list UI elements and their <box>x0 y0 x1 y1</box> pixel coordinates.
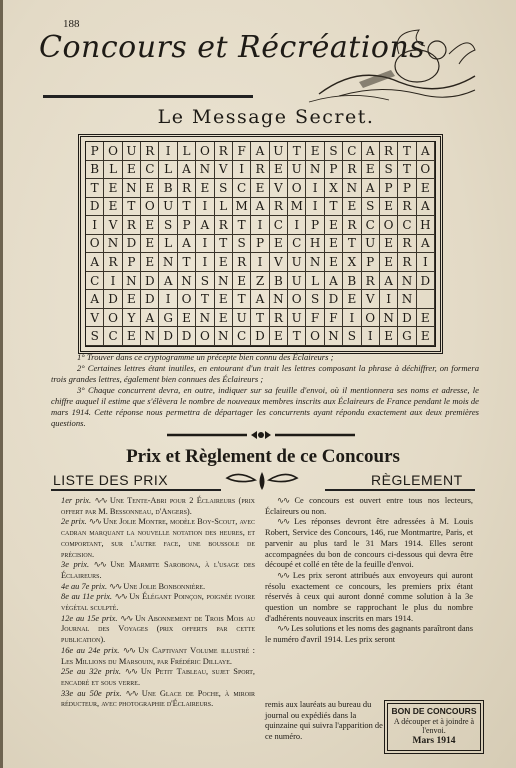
grid-cell: R <box>270 309 288 328</box>
grid-cell: A <box>141 309 159 328</box>
grid-cell: N <box>306 253 324 272</box>
grid-cell: E <box>362 161 380 180</box>
grid-cell: R <box>398 253 416 272</box>
grid-cell: T <box>196 290 214 309</box>
grid-cell: N <box>178 272 196 291</box>
grid-cell: E <box>325 216 343 235</box>
grid-cell: N <box>196 309 214 328</box>
grid-cell: O <box>104 142 122 161</box>
coupon-date: Mars 1914 <box>412 735 456 746</box>
cryptogram-grid <box>85 141 436 347</box>
grid-cell: E <box>178 309 196 328</box>
rule-paragraph: ∿∿ Les prix seront attribués aux envoyeurs qui auront résolu exactement ce concours, les premiers prix étant réservés à ceux qui auront donné comme solution à la 3e question un nombre se rapprochant le plus du nombre d'adhérents nouveaux inscrits en mars 1914. <box>265 570 474 623</box>
grid-cell: N <box>141 327 159 346</box>
grid-cell: H <box>306 235 324 254</box>
grid-cell: S <box>380 161 398 180</box>
instruction-1: 1° Trouver dans ce cryptogramme un précepte bien connu des Éclaireurs ; <box>77 352 334 362</box>
grid-cell: P <box>251 235 269 254</box>
grid-cell: P <box>325 161 343 180</box>
grid-cell: N <box>215 327 233 346</box>
cryptogram-frame <box>78 134 443 354</box>
grid-cell: X <box>325 179 343 198</box>
grid-cell: E <box>215 253 233 272</box>
grid-cell: R <box>380 142 398 161</box>
grid-cell: C <box>141 161 159 180</box>
grid-cell: D <box>159 327 177 346</box>
grid-cell: R <box>251 161 269 180</box>
grid-cell: U <box>362 235 380 254</box>
grid-cell: S <box>306 290 324 309</box>
grid-cell: U <box>288 161 306 180</box>
grid-cell: E <box>380 235 398 254</box>
rule-paragraph: ∿∿ Les réponses devront être adressées à M. Louis Robert, Service des Concours, 146, rue Montmartre, Paris, et parvenir au plus tard le 31 Mars 1914. Elles seront accompagnées du bon de concours ci-dessous qui devra être découpé et collé en tête de la feuille d'envoi. <box>265 517 473 570</box>
grid-cell: N <box>123 179 141 198</box>
grid-cell: E <box>104 198 122 217</box>
grid-cell: I <box>288 216 306 235</box>
grid-cell: D <box>104 290 122 309</box>
grid-cell: L <box>159 235 177 254</box>
prize-item: 25e au 32e prix. ∿∿ Un Petit Tableau, sujet Sport, encadré et sous verre. <box>61 667 256 687</box>
grid-cell: A <box>159 272 177 291</box>
prize-item: 3e prix. ∿∿ Une Marmite Sarobona, à l'usage des Éclaireurs. <box>61 560 255 580</box>
grid-cell: V <box>86 309 104 328</box>
grid-cell: O <box>380 216 398 235</box>
grid-cell: A <box>251 198 269 217</box>
grid-cell: L <box>306 272 324 291</box>
instruction-3: 3° Chaque concurrent devra, en outre, indiquer sur sa feuille d'envoi, où il mentionnera ses noms et adresse, le chiffre auquel il estime que s'élèvera le nombre de nouveaux membres inscrits aux Éclaireurs de France pendant le mois de mars 1914. Cette réponse nous permettra de départager les concurrents ayant répondu exactement aux deux premières questions. <box>51 385 479 428</box>
grid-cell: T <box>288 327 306 346</box>
grid-cell: I <box>251 216 269 235</box>
grid-cell: G <box>159 309 177 328</box>
grid-cell: E <box>141 253 159 272</box>
grid-cell: I <box>196 253 214 272</box>
grid-cell: R <box>215 216 233 235</box>
grid-cell: T <box>288 142 306 161</box>
rule-paragraph: ∿∿ Les solutions et les noms des gagnants paraîtront dans le numéro d'avril 1914. Les prix seront <box>265 624 473 645</box>
prize-heading-rule <box>51 489 221 491</box>
grid-cell: T <box>123 198 141 217</box>
grid-cell: T <box>215 235 233 254</box>
grid-cell: V <box>270 253 288 272</box>
grid-cell: I <box>104 272 122 291</box>
grid-cell: P <box>398 179 416 198</box>
grid-cell: D <box>141 290 159 309</box>
rule-paragraph: ∿∿ Ce concours est ouvert entre tous nos lecteurs, Éclaireurs ou non. <box>265 496 473 516</box>
grid-cell: F <box>306 309 324 328</box>
masthead-rule <box>43 95 253 98</box>
grid-cell: O <box>362 309 380 328</box>
grid-cell: A <box>178 235 196 254</box>
grid-cell: N <box>398 290 416 309</box>
grid-cell: O <box>306 327 324 346</box>
grid-cell: T <box>398 142 416 161</box>
grid-cell: R <box>141 142 159 161</box>
grid-cell: P <box>123 253 141 272</box>
grid-cell: A <box>417 142 435 161</box>
grid-cell: U <box>159 198 177 217</box>
grid-cell: C <box>104 327 122 346</box>
rules-heading-rule <box>325 489 475 491</box>
grid-cell: T <box>398 161 416 180</box>
grid-cell: I <box>306 179 324 198</box>
prize-list-heading: LISTE DES PRIX <box>53 472 169 488</box>
prize-item: 33e au 50e prix. ∿∿ Une Glace de Poche, à miroir réducteur, avec photographie d'Éclaireurs. <box>61 688 256 709</box>
grid-cell: R <box>343 216 361 235</box>
grid-cell: E <box>141 216 159 235</box>
grid-cell: M <box>288 198 306 217</box>
grid-cell: A <box>417 198 435 217</box>
grid-cell: C <box>233 327 251 346</box>
grid-cell: I <box>417 253 435 272</box>
prize-item: 2e prix. ∿∿ Une Jolie Montre, modèle Boy-Scout, avec cadran marquant la nouvelle notation des heures, et comportant, sur l'autre face, une boussole de précision. <box>61 517 256 559</box>
grid-cell: L <box>215 198 233 217</box>
rules-heading: RÈGLEMENT <box>371 472 463 488</box>
prize-item: 8e au 11e prix. ∿∿ Un Élégant Poinçon, poignée ivoire végétal sculpté. <box>61 592 255 613</box>
grid-cell: V <box>362 290 380 309</box>
prize-item: 1er prix. ∿∿ Une Tente-Abri pour 2 Éclaireurs (prix offert par M. Bessonneau, d'Angers). <box>61 496 256 516</box>
grid-cell: T <box>233 290 251 309</box>
section-title: Prix et Règlement de ce Concours <box>126 446 400 467</box>
grid-cell: I <box>251 253 269 272</box>
prize-list <box>51 496 255 710</box>
grid-cell: O <box>288 290 306 309</box>
grid-cell: O <box>178 290 196 309</box>
grid-cell: E <box>270 327 288 346</box>
ornamental-divider <box>163 428 359 442</box>
grid-cell: I <box>343 309 361 328</box>
grid-cell: C <box>86 272 104 291</box>
grid-cell: S <box>343 327 361 346</box>
grid-cell: N <box>398 272 416 291</box>
page-number: 188 <box>63 18 80 30</box>
grid-cell: N <box>270 290 288 309</box>
grid-cell: N <box>215 272 233 291</box>
grid-cell: P <box>380 179 398 198</box>
grid-cell: T <box>233 216 251 235</box>
grid-cell: N <box>123 272 141 291</box>
grid-cell: O <box>417 161 435 180</box>
puzzle-instructions <box>51 352 479 429</box>
prize-item: 16e au 24e prix. ∿∿ Un Captivant Volume illustré : Les Millions du Marsouin, par Frédéric Dillaye. <box>61 645 256 666</box>
grid-cell: A <box>251 290 269 309</box>
grid-cell: D <box>86 198 104 217</box>
grid-cell: E <box>233 272 251 291</box>
grid-cell: R <box>343 161 361 180</box>
grid-cell: O <box>196 327 214 346</box>
grid-cell: N <box>196 161 214 180</box>
grid-cell: T <box>178 198 196 217</box>
grid-cell: I <box>196 198 214 217</box>
grid-cell: D <box>398 309 416 328</box>
grid-cell: S <box>362 198 380 217</box>
grid-cell <box>417 290 435 309</box>
grid-cell: U <box>288 309 306 328</box>
grid-cell: R <box>233 253 251 272</box>
rules-text <box>265 496 473 646</box>
grid-cell: L <box>159 161 177 180</box>
grid-cell: A <box>196 216 214 235</box>
grid-cell: C <box>288 235 306 254</box>
grid-cell: B <box>159 179 177 198</box>
grid-cell: E <box>325 235 343 254</box>
prize-item: 12e au 15e prix. ∿∿ Un Abonnement de Trois Mois au Journal des Voyages (prix offerts par cette publication). <box>61 613 256 645</box>
grid-cell: T <box>343 235 361 254</box>
grid-cell: O <box>196 142 214 161</box>
instruction-2: 2° Certaines lettres étant inutiles, en entourant d'un trait les lettres composant la phrase à déchiffrer, on formera trois grandes lettres, également bien connues des Éclaireurs ; <box>51 363 479 384</box>
grid-cell: P <box>86 142 104 161</box>
grid-cell: N <box>343 179 361 198</box>
grid-cell: N <box>306 161 324 180</box>
grid-cell: E <box>251 179 269 198</box>
grid-cell: C <box>362 216 380 235</box>
grid-cell: E <box>380 198 398 217</box>
coupon-title: BON DE CONCOURS <box>391 706 477 716</box>
grid-cell: U <box>288 272 306 291</box>
rules-tail: remis aux lauréats au bureau du journal ou expédiés dans la quinzaine qui suivra l'apparition de ce numéro. <box>265 700 383 742</box>
grid-cell: A <box>362 179 380 198</box>
grid-cell: E <box>141 235 159 254</box>
grid-cell: N <box>380 309 398 328</box>
grid-cell: R <box>398 198 416 217</box>
grid-cell: C <box>343 142 361 161</box>
grid-cell: C <box>398 216 416 235</box>
grid-cell: O <box>141 198 159 217</box>
grid-cell: H <box>417 216 435 235</box>
grid-cell: E <box>123 327 141 346</box>
grid-cell: I <box>159 142 177 161</box>
grid-cell: S <box>196 272 214 291</box>
grid-cell: E <box>343 290 361 309</box>
grid-cell: A <box>362 142 380 161</box>
grid-cell: D <box>141 272 159 291</box>
grid-cell: I <box>380 290 398 309</box>
grid-cell: A <box>325 272 343 291</box>
grid-cell: T <box>86 179 104 198</box>
grid-cell: S <box>86 327 104 346</box>
grid-cell: T <box>251 309 269 328</box>
grid-cell: I <box>233 161 251 180</box>
grid-cell: P <box>362 253 380 272</box>
grid-cell: E <box>270 161 288 180</box>
grid-cell: E <box>417 179 435 198</box>
grid-cell: E <box>196 179 214 198</box>
grid-cell: E <box>417 327 435 346</box>
grid-cell: B <box>343 272 361 291</box>
grid-cell: A <box>417 235 435 254</box>
grid-cell: E <box>123 290 141 309</box>
grid-cell: S <box>215 179 233 198</box>
grid-cell: I <box>86 216 104 235</box>
grid-cell: O <box>288 179 306 198</box>
grid-cell: S <box>159 216 177 235</box>
grid-cell: C <box>270 216 288 235</box>
grid-cell: E <box>141 179 159 198</box>
grid-cell: F <box>325 309 343 328</box>
grid-cell: I <box>306 198 324 217</box>
grid-cell: A <box>178 161 196 180</box>
grid-cell: N <box>159 253 177 272</box>
grid-cell: D <box>417 272 435 291</box>
prize-item: 4e au 7e prix. ∿∿ Une Jolie Bonbonnière. <box>61 581 206 591</box>
grid-cell: L <box>104 161 122 180</box>
grid-cell: M <box>233 198 251 217</box>
grid-cell: D <box>251 327 269 346</box>
grid-cell: O <box>86 235 104 254</box>
grid-cell: B <box>86 161 104 180</box>
grid-cell: R <box>362 272 380 291</box>
grid-cell: G <box>398 327 416 346</box>
grid-cell: E <box>123 161 141 180</box>
grid-cell: N <box>104 235 122 254</box>
grid-cell: R <box>178 179 196 198</box>
leaf-ornament <box>225 468 299 492</box>
puzzle-title: Le Message Secret. <box>157 106 375 128</box>
contest-coupon <box>387 703 481 751</box>
grid-cell: R <box>215 142 233 161</box>
grid-cell: V <box>104 216 122 235</box>
grid-cell: E <box>380 253 398 272</box>
grid-cell: I <box>196 235 214 254</box>
grid-cell: R <box>270 198 288 217</box>
coupon-subtitle: A découper et à joindre à l'envoi. <box>393 716 475 735</box>
grid-cell: D <box>178 327 196 346</box>
grid-cell: E <box>215 290 233 309</box>
grid-cell: A <box>86 253 104 272</box>
grid-cell: U <box>288 253 306 272</box>
grid-cell: D <box>325 290 343 309</box>
grid-cell: E <box>380 327 398 346</box>
grid-cell: B <box>270 272 288 291</box>
grid-cell: V <box>215 161 233 180</box>
grid-cell: Z <box>251 272 269 291</box>
grid-cell: D <box>123 235 141 254</box>
grid-cell: V <box>270 179 288 198</box>
grid-cell: A <box>251 142 269 161</box>
grid-cell: U <box>270 142 288 161</box>
grid-cell: R <box>104 253 122 272</box>
grid-cell: L <box>178 142 196 161</box>
grid-cell: I <box>362 327 380 346</box>
grid-cell: C <box>233 179 251 198</box>
grid-cell: E <box>417 309 435 328</box>
cherub-illustration <box>299 24 479 108</box>
grid-cell: E <box>306 142 324 161</box>
grid-cell: E <box>104 179 122 198</box>
grid-cell: U <box>233 309 251 328</box>
grid-cell: N <box>325 327 343 346</box>
grid-cell: P <box>178 216 196 235</box>
grid-cell: F <box>233 142 251 161</box>
grid-cell: X <box>343 253 361 272</box>
grid-cell: S <box>233 235 251 254</box>
grid-cell: T <box>325 198 343 217</box>
grid-cell: I <box>159 290 177 309</box>
grid-cell: E <box>270 235 288 254</box>
grid-cell: U <box>123 142 141 161</box>
grid-cell: E <box>325 253 343 272</box>
grid-cell: Y <box>123 309 141 328</box>
grid-cell: S <box>325 142 343 161</box>
grid-cell: A <box>86 290 104 309</box>
grid-cell: E <box>215 309 233 328</box>
grid-cell: P <box>306 216 324 235</box>
grid-cell: E <box>343 198 361 217</box>
grid-cell: R <box>398 235 416 254</box>
masthead-title: Concours et Récréations <box>39 30 426 65</box>
grid-cell: A <box>380 272 398 291</box>
grid-cell: T <box>178 253 196 272</box>
grid-cell: O <box>104 309 122 328</box>
grid-cell: R <box>123 216 141 235</box>
